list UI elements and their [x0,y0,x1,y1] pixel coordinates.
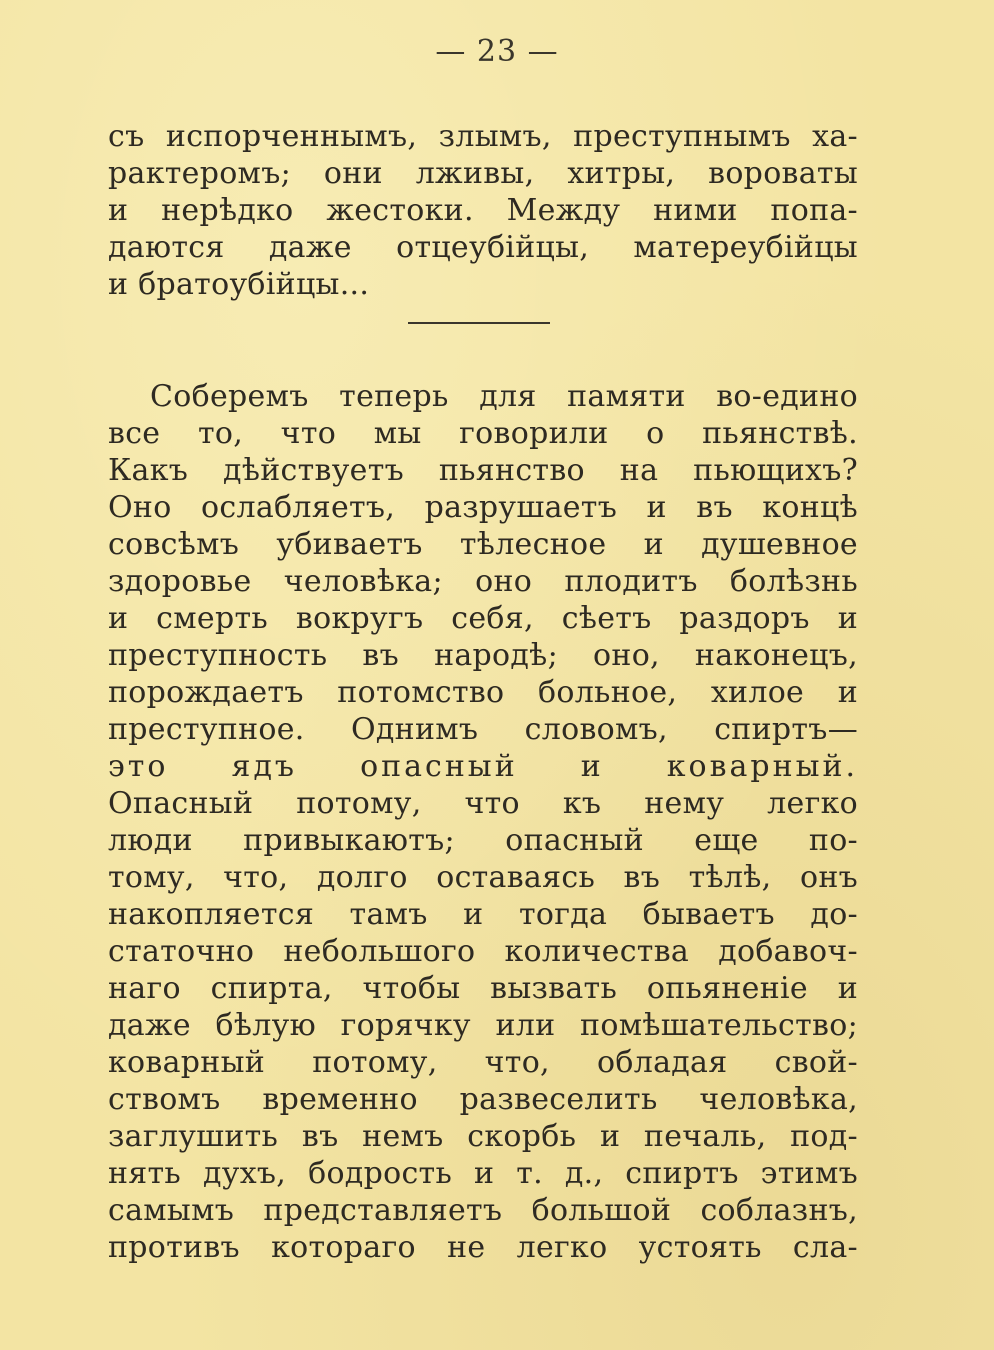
text-line: преступность въ народѣ; оно, наконецъ, [108,638,858,673]
text-line: порождаетъ потомство больное, хилое и [108,675,858,710]
text-line: заглушить въ немъ скорбь и печаль, под- [108,1119,858,1154]
text-line: Какъ дѣйствуетъ пьянство на пьющихъ? [108,453,858,488]
text-line: и смерть вокругъ себя, сѣетъ раздоръ и [108,601,858,636]
text-line: самымъ представляетъ большой соблазнъ, [108,1193,858,1228]
text-line: это ядъ опасный и коварный. [108,749,858,784]
paragraph-1 [108,118,858,303]
text-line: наго спирта, чтобы вызвать опьяненіе и [108,971,858,1006]
section-divider [408,322,550,324]
text-line: преступное. Однимъ словомъ, спиртъ— [108,712,858,747]
text-line: люди привыкаютъ; опасный еще по- [108,823,858,858]
text-line: Опасный потому, что къ нему легко [108,786,858,821]
text-line: статочно небольшого количества добавоч- [108,934,858,969]
text-line: Соберемъ теперь для памяти во-едино [150,379,858,414]
text-line: рактеромъ; они лживы, хитры, вороваты [108,156,858,191]
paragraph-2 [108,378,858,1266]
text-line: здоровье человѣка; оно плодитъ болѣзнь [108,564,858,599]
text-line: ствомъ временно развеселить человѣка, [108,1082,858,1117]
page-number: — 23 — [435,34,559,69]
text-line: Оно ослабляетъ, разрушаетъ и въ концѣ [108,490,858,525]
text-line: нять духъ, бодрость и т. д., спиртъ этимъ [108,1156,858,1191]
text-line: все то, что мы говорили о пьянствѣ. [108,416,858,451]
text-line: съ испорченнымъ, злымъ, преступнымъ ха- [108,119,858,154]
text-line: накопляется тамъ и тогда бываетъ до- [108,897,858,932]
text-line: даже бѣлую горячку или помѣшательство; [108,1008,858,1043]
text-line: тому, что, долго оставаясь въ тѣлѣ, онъ [108,860,858,895]
text-line: коварный потому, что, обладая свой- [108,1045,858,1080]
text-line: и братоубійцы... [108,267,370,302]
text-line: даются даже отцеубійцы, матереубійцы [108,230,858,265]
text-line: и нерѣдко жестоки. Между ними попа- [108,193,858,228]
text-line: противъ котораго не легко устоять сла- [108,1230,858,1265]
text-line: совсѣмъ убиваетъ тѣлесное и душевное [108,527,858,562]
